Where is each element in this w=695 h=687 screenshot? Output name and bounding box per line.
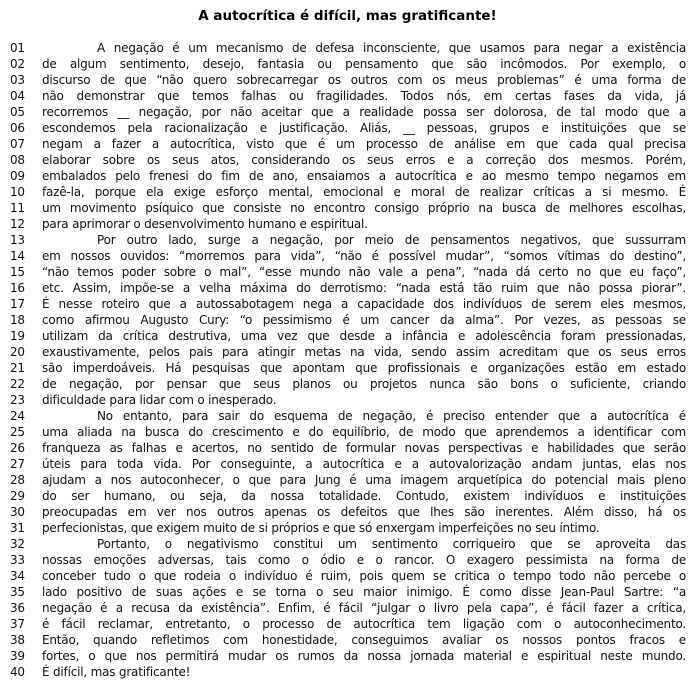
line-text: “não temos poder sobre o mal”, “esse mundo não vale a pena”, “nada dá certo no que eu faço”,	[42, 265, 686, 279]
line-text: franqueza as falhas e acertos, no sentido de formular novas perspectivas e habilidades que serão	[42, 441, 686, 455]
text-line	[10, 312, 686, 328]
line-text: negam a fazer a autocrítica, visto que é um processo de análise em que cada qual precisa	[42, 137, 686, 151]
text-line	[10, 552, 686, 568]
text-line	[10, 536, 686, 552]
text-line	[10, 472, 686, 488]
text-line	[10, 456, 686, 472]
line-text: negação é a recusa da existência”. Enfim, é fácil “julgar o livro pela capa”, é fácil fazer a crítica,	[42, 601, 686, 615]
text-line	[10, 280, 686, 296]
line-text: É nesse roteiro que a autossabotagem nega a capacidade dos indivíduos de serem eles mesmos,	[42, 297, 686, 311]
line-number: 33	[10, 553, 25, 567]
line-number: 32	[10, 537, 25, 551]
line-text: No entanto, para sair do esquema de negação, é preciso entender que a autocrítica é	[97, 409, 686, 423]
line-text: úteis para toda vida. Por conseguinte, a autocrítica e a autovalorização andam juntas, elas nos	[42, 457, 686, 471]
line-text: uma aliada na busca do crescimento e do equilíbrio, de modo que aprendemos a identificar com	[42, 425, 686, 439]
text-line	[10, 264, 686, 280]
line-number: 14	[10, 249, 25, 263]
line-number: 22	[10, 377, 25, 391]
text-line	[10, 216, 686, 232]
line-text: para aprimorar o desenvolvimento humano e espiritual.	[42, 217, 368, 231]
line-text: Por outro lado, surge a negação, por meio de pensamentos negativos, que sussurram	[97, 233, 686, 247]
line-number: 19	[10, 329, 25, 343]
document-title: A autocrítica é difícil, mas gratificante!	[198, 8, 497, 24]
line-number: 38	[10, 633, 25, 647]
line-number: 36	[10, 601, 25, 615]
text-line	[10, 408, 686, 424]
line-number: 01	[10, 41, 25, 55]
text-line	[10, 344, 686, 360]
line-number: 24	[10, 409, 25, 423]
line-number: 05	[10, 105, 25, 119]
line-text: etc. Assim, impõe-se a velha máxima do derrotismo: “nada está tão ruim que não possa piorar”.	[42, 281, 686, 295]
line-text: É difícil, mas gratificante!	[42, 665, 191, 679]
line-number: 08	[10, 153, 25, 167]
line-number: 06	[10, 121, 25, 135]
line-number: 37	[10, 617, 25, 631]
line-text: Então, quando refletimos com honestidade, conseguimos avaliar os nossos pontos fracos e	[42, 633, 686, 647]
text-line	[10, 664, 686, 680]
line-number: 07	[10, 137, 25, 151]
line-number: 34	[10, 569, 25, 583]
line-text: ajudam a nos autoconhecer, o que para Jung é uma imagem arquetípica do potencial mais pleno	[42, 473, 686, 487]
line-number: 17	[10, 297, 25, 311]
line-number: 02	[10, 57, 25, 71]
line-text: utilizam da crítica destrutiva, uma vez que desde a infância e adolescência foram pressionadas,	[42, 329, 686, 343]
text-line	[10, 584, 686, 600]
text-line	[10, 424, 686, 440]
line-number: 18	[10, 313, 25, 327]
text-line	[10, 648, 686, 664]
line-text: recorremos __ negação, por não aceitar que a realidade possa ser dolorosa, de tal modo que a	[42, 105, 686, 119]
line-text: escondemos pela racionalização e justificação. Aliás, __ pessoas, grupos e instituições que se	[42, 121, 686, 135]
line-text: de algum sentimento, desejo, fantasia ou pensamento que são incômodos. Por exemplo, o	[42, 57, 686, 71]
line-text: é fácil reclamar, entretanto, o processo de autocrítica tem ligação com o autoconhecimento.	[42, 617, 686, 631]
line-text: lado positivo de suas ações e se torna o seu maior inimigo. É como disse Jean-Paul Sartre: “a	[42, 585, 686, 599]
line-text: preocupadas em ver nos outros apenas os defeitos que lhes são inerentes. Além disso, há os	[42, 505, 686, 519]
line-number: 03	[10, 73, 25, 87]
line-number: 39	[10, 649, 25, 663]
text-line	[10, 616, 686, 632]
text-line	[10, 136, 686, 152]
text-line	[10, 632, 686, 648]
text-line	[10, 360, 686, 376]
line-number: 28	[10, 473, 25, 487]
line-number: 04	[10, 89, 25, 103]
line-text: A negação é um mecanismo de defesa inconsciente, que usamos para negar a existência	[97, 41, 686, 55]
line-number: 15	[10, 265, 25, 279]
line-number: 29	[10, 489, 25, 503]
line-number: 27	[10, 457, 25, 471]
line-text: como afirmou Augusto Cury: “o pessimismo é um cancer da alma”. Por vezes, as pessoas se	[42, 313, 686, 327]
line-text: Portanto, o negativismo constitui um sentimento corriqueiro que se aproveita das	[97, 537, 686, 551]
line-text: perfecionistas, que exigem muito de si próprios e que só enxergam imperfeições no seu íntimo.	[42, 521, 600, 535]
line-number: 21	[10, 361, 25, 375]
line-text: um movimento psíquico que consiste no encontro consigo próprio na busca de melhores escolhas,	[42, 201, 686, 215]
line-number: 40	[10, 665, 25, 679]
text-line	[10, 392, 686, 408]
line-text: discurso de que “não quero sobrecarregar os outros com os meus problemas” é uma forma de	[42, 73, 686, 87]
line-number: 26	[10, 441, 25, 455]
line-number: 12	[10, 217, 25, 231]
line-number: 23	[10, 393, 25, 407]
line-number: 20	[10, 345, 25, 359]
line-number: 35	[10, 585, 25, 599]
text-line	[10, 504, 686, 520]
line-number: 10	[10, 185, 25, 199]
line-number: 09	[10, 169, 25, 183]
line-text: do ser humano, ou seja, da nossa totalidade. Contudo, existem indivíduos e instituições	[42, 489, 686, 503]
line-number: 30	[10, 505, 25, 519]
line-text: nossas emoções adversas, tais como o ódio e o rancor. O exagero pessimista na forma de	[42, 553, 686, 567]
line-text: exaustivamente, pelos pais para atingir metas na vida, sendo assim acreditam que os seus erros	[42, 345, 686, 359]
line-text: em nossos ouvidos: “morremos para vida”, “não é possível mudar”, “somos vítimas do destino”,	[42, 249, 686, 263]
line-number: 16	[10, 281, 25, 295]
line-text: embalados pelo frenesi do fim de ano, ensaiamos a autocrítica e ao mesmo tempo negamos em	[42, 169, 686, 183]
text-line	[10, 168, 686, 184]
line-number: 31	[10, 521, 25, 535]
line-text: de negação, por pensar que seus planos ou projetos nunca são bons o suficiente, criando	[42, 377, 686, 391]
text-line	[10, 152, 686, 168]
text-line	[10, 200, 686, 216]
text-line	[10, 568, 686, 584]
text-line	[10, 40, 686, 56]
line-text: fazê-la, porque ela exige esforço mental, emocional e moral de realizar críticas a si mesmo. É	[42, 185, 686, 199]
text-line	[10, 376, 686, 392]
text-line	[10, 56, 686, 72]
text-line	[10, 184, 686, 200]
text-line	[10, 440, 686, 456]
line-text: elaborar sobre os seus atos, considerando os seus erros e a correção dos mesmos. Porém,	[42, 153, 686, 167]
line-text: dificuldade para lidar com o inesperado.	[42, 393, 277, 407]
text-line	[10, 296, 686, 312]
line-text: conceber tudo o que rodeia o indivíduo é ruim, pois quem se critica o tempo todo não percebe o	[42, 569, 686, 583]
line-number: 25	[10, 425, 25, 439]
text-line	[10, 488, 686, 504]
line-text: são imperdoáveis. Há pesquisas que apontam que profissionais e organizações estão em estado	[42, 361, 686, 375]
text-line	[10, 120, 686, 136]
line-number: 13	[10, 233, 25, 247]
line-text: fortes, o que nos permitirá mudar os rumos da nossa jornada material e espiritual neste mundo.	[42, 649, 686, 663]
line-number: 11	[10, 201, 25, 215]
text-body	[0, 40, 695, 680]
text-line	[10, 600, 686, 616]
text-line	[10, 232, 686, 248]
text-line	[10, 328, 686, 344]
text-line	[10, 520, 686, 536]
line-text: não demonstrar que temos falhas ou fragilidades. Todos nós, em certas fases da vida, já	[42, 89, 686, 103]
text-line	[10, 72, 686, 88]
text-line	[10, 248, 686, 264]
text-line	[10, 104, 686, 120]
text-line	[10, 88, 686, 104]
